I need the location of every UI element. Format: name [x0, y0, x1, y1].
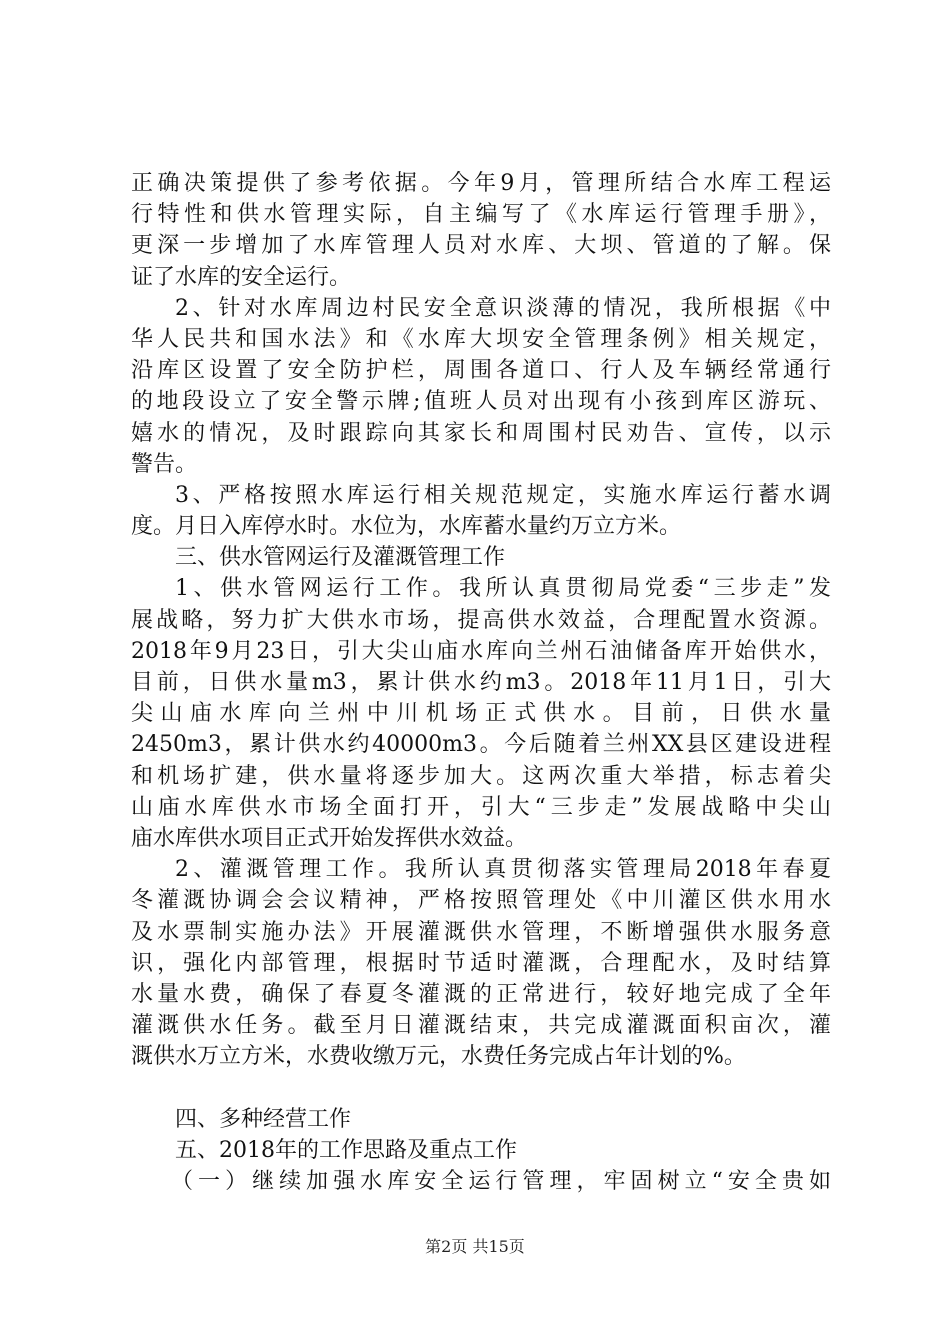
text-line: 尖山庙水库向兰州中川机场正式供水。目前，日供水量: [131, 701, 831, 727]
text-line: 和机场扩建，供水量将逐步加大。这两次重大举措，标志着尖: [131, 763, 831, 789]
text-line: 的地段设立了安全警示牌;值班人员对出现有小孩到库区游玩、: [131, 389, 831, 415]
text-line: 华人民共和国水法》和《水库大坝安全管理条例》相关规定，: [131, 326, 831, 352]
text-line: 沿库区设置了安全防护栏，周围各道口、行人及车辆经常通行: [131, 358, 831, 384]
text-line: 证了水库的安全运行。: [131, 264, 352, 290]
text-line: 嬉水的情况，及时跟踪向其家长和周围村民劝告、宣传，以示: [131, 420, 831, 446]
paragraph-start-line: 2、针对水库周边村民安全意识淡薄的情况，我所根据《中: [175, 295, 831, 321]
paragraph-start-line: 1、供水管网运行工作。我所认真贯彻局党委“三步走”发: [175, 576, 831, 602]
section-heading: 四、多种经营工作: [175, 1106, 352, 1132]
text-line: 度。月日入库停水时。水位为，水库蓄水量约万立方米。: [131, 514, 682, 540]
text-line: 及水票制实施办法》开展灌溉供水管理，不断增强供水服务意: [131, 919, 831, 945]
paragraph-start-line: 2、灌溉管理工作。我所认真贯彻落实管理局2018年春夏: [175, 857, 831, 883]
text-line: 冬灌溉协调会会议精神，严格按照管理处《中川灌区供水用水: [131, 888, 831, 914]
document-body: [131, 168, 831, 1197]
text-line: 识，强化内部管理，根据时节适时灌溉，合理配水，及时结算: [131, 950, 831, 976]
text-line: 灌溉供水任务。截至月日灌溉结束，共完成灌溉面积亩次，灌: [131, 1013, 831, 1039]
text-line: 庙水库供水项目正式开始发挥供水效益。: [131, 825, 528, 851]
page-footer: 第2页 共15页: [425, 1237, 525, 1256]
text-line: 行特性和供水管理实际，自主编写了《水库运行管理手册》，: [131, 202, 831, 228]
blank-line: [131, 1072, 831, 1103]
section-heading: 三、供水管网运行及灌溉管理工作: [175, 545, 506, 571]
paragraph-start-line: 3、严格按照水库运行相关规范规定，实施水库运行蓄水调: [175, 482, 831, 508]
text-line: 溉供水万立方米，水费收缴万元，水费任务完成占年计划的%。: [131, 1044, 746, 1070]
text-line: 目前，日供水量m3，累计供水约m3。2018年11月1日，引大: [131, 670, 831, 695]
text-line: 展战略，努力扩大供水市场，提高供水效益，合理配置水资源。: [131, 607, 831, 633]
text-line: 水量水费，确保了春夏冬灌溉的正常进行，较好地完成了全年: [131, 981, 831, 1007]
section-heading: 五、2018年的工作思路及重点工作: [175, 1137, 517, 1163]
text-line: 2018年9月23日，引大尖山庙水库向兰州石油储备库开始供水，: [131, 638, 831, 664]
text-line: 正确决策提供了参考依据。今年9月，管理所结合水库工程运: [131, 171, 831, 196]
text-line: 警告。: [131, 451, 198, 477]
text-line: 更深一步增加了水库管理人员对水库、大坝、管道的了解。保: [131, 233, 831, 259]
subsection-heading: （一）继续加强水库安全运行管理，牢固树立“安全贵如: [171, 1169, 831, 1194]
text-line: 山庙水库供水市场全面打开，引大“三步走”发展战略中尖山: [131, 794, 831, 820]
text-line: 2450m3，累计供水约40000m3。今后随着兰州XX县区建设进程: [131, 732, 831, 758]
